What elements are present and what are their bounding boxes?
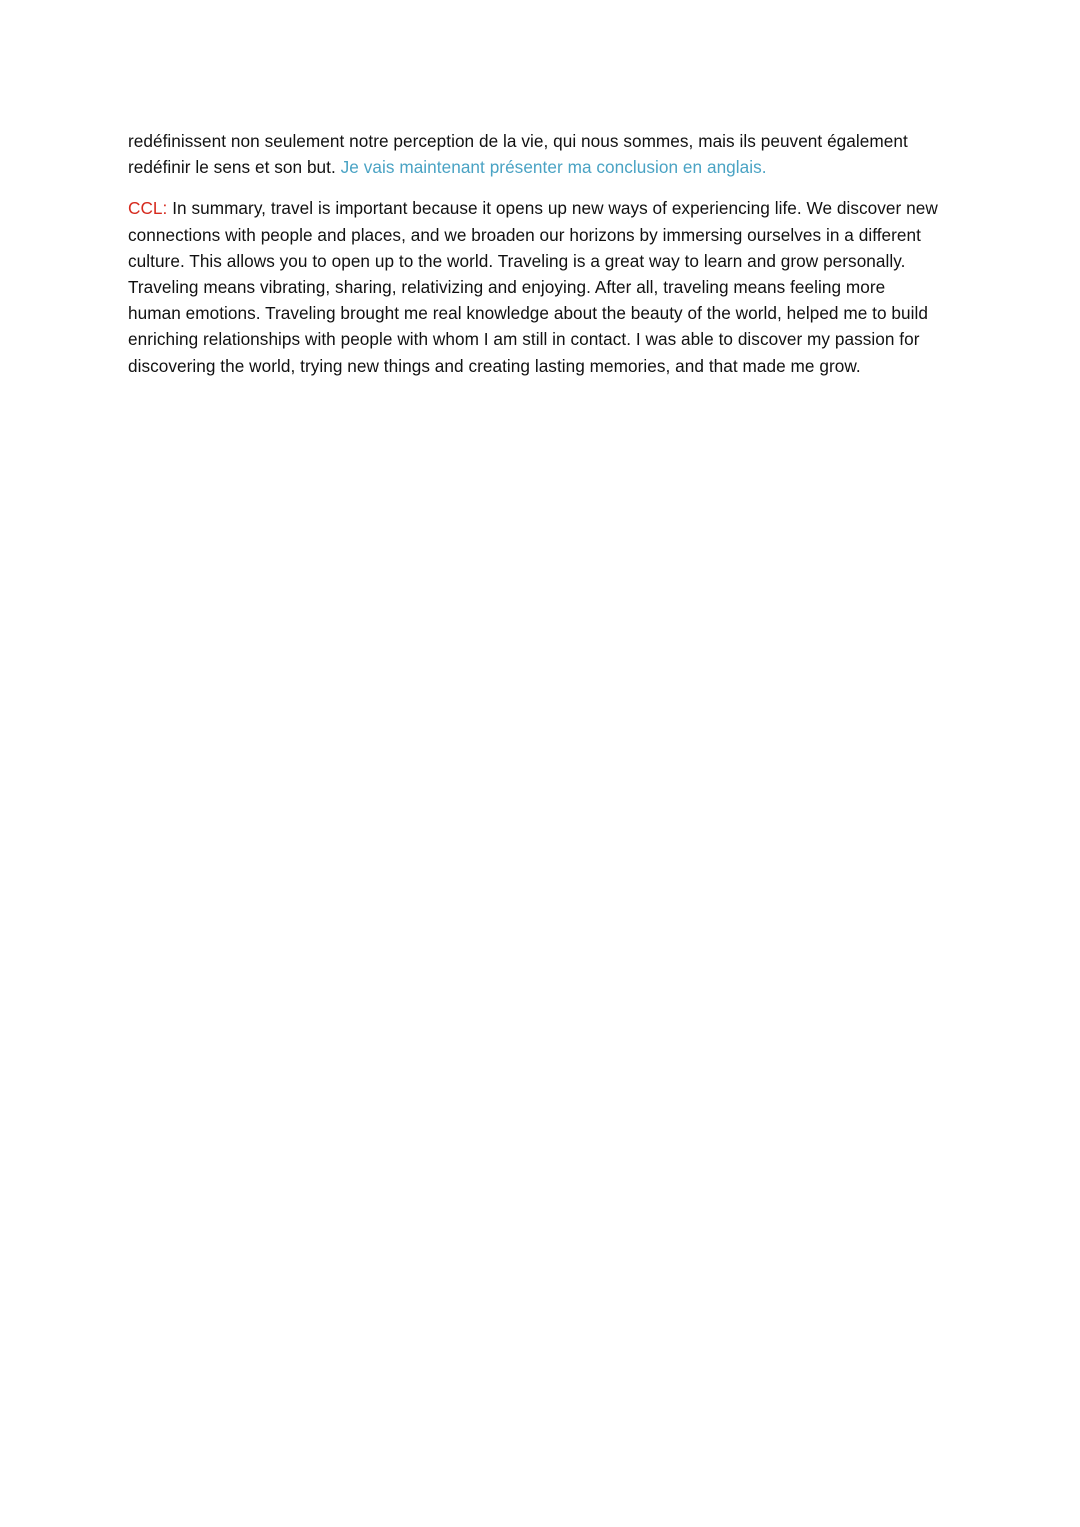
- paragraph-french-text: redéfinissent non seulement notre perception de la vie, qui nous sommes, mais ils peuvent également redéfinir le sens et son but.: [128, 131, 908, 178]
- document-body: [128, 128, 940, 379]
- paragraph-conclusion: [128, 195, 940, 378]
- transition-note: Je vais maintenant présenter ma conclusion en anglais.: [340, 157, 767, 178]
- paragraph-french: [128, 128, 940, 180]
- conclusion-text: In summary, travel is important because it opens up new ways of experiencing life. We discover new connections with people and places, and we broaden our horizons by immersing ourselves in a different culture. This allows you to open up to the world. Traveling is a great way to learn and grow personally. Traveling means vibrating, sharing, relativizing and enjoying. After all, traveling means feeling more human emotions. Traveling brought me real knowledge about the beauty of the world, helped me to build enriching relationships with people with whom I am still in contact. I was able to discover my passion for discovering the world, trying new things and creating lasting memories, and that made me grow.: [128, 198, 938, 376]
- conclusion-label: CCL:: [128, 198, 168, 219]
